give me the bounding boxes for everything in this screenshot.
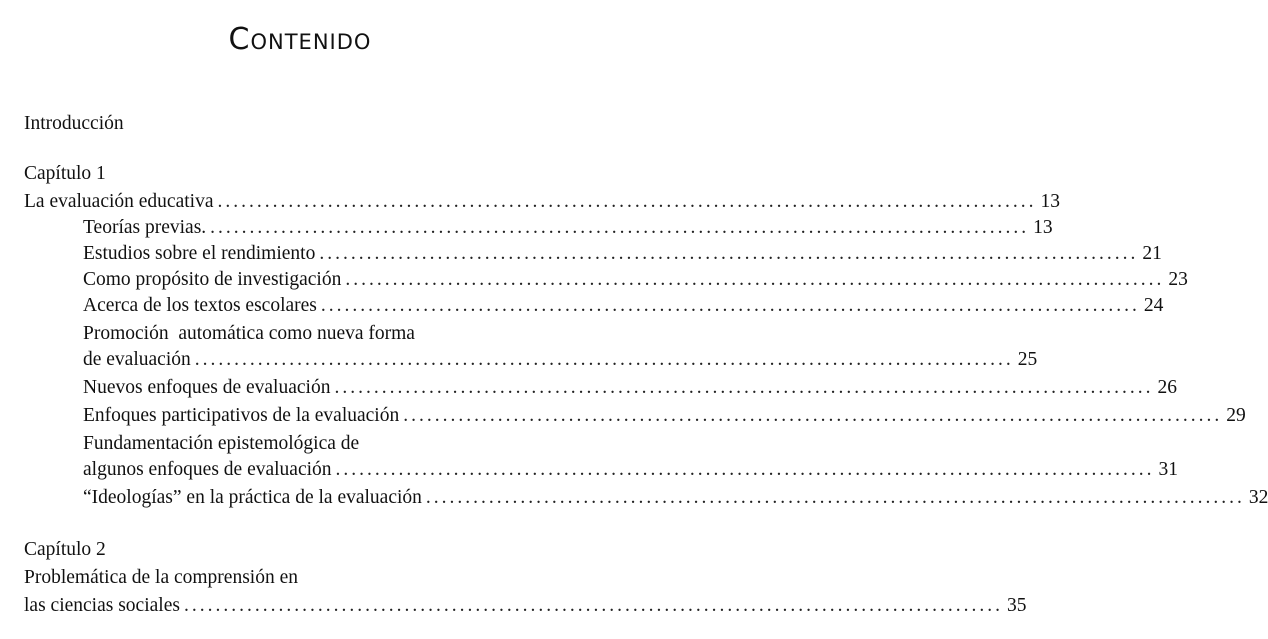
leader-dots: ........................................................................................................	[320, 295, 1140, 316]
toc-entry-title: Acerca de los textos escolares	[83, 295, 317, 316]
toc-entry-page: 23	[1168, 269, 1188, 290]
leader-dots: ........................................................................................................	[403, 405, 1223, 426]
toc-entry-title: La evaluación educativa	[24, 191, 214, 212]
toc-entry[interactable]	[83, 216, 1053, 240]
toc-entry[interactable]	[24, 594, 1027, 618]
chapter-1-label: Capítulo 1	[24, 163, 106, 184]
toc-entry[interactable]	[83, 404, 1246, 428]
leader-dots: ........................................................................................................	[335, 459, 1155, 480]
toc-entry[interactable]	[83, 458, 1179, 482]
toc-entry-page: 32	[1248, 487, 1268, 508]
toc-entry-page: 35	[1006, 595, 1027, 616]
leader-dots: ........................................................................................................	[210, 217, 1030, 238]
toc-entry-page: 13	[1040, 191, 1060, 212]
leader-dots: ........................................................................................................	[345, 269, 1165, 290]
toc-entry-title: “Ideologías” en la práctica de la evaluación	[83, 487, 422, 508]
leader-dots: ........................................................................................................	[183, 595, 1003, 616]
toc-entry[interactable]	[83, 376, 1177, 400]
toc-entry-title-line[interactable]: Promoción automática como nueva forma	[83, 323, 415, 344]
toc-entry[interactable]	[83, 242, 1162, 266]
toc-entry[interactable]	[83, 268, 1188, 292]
toc-entry-page: 31	[1158, 459, 1179, 480]
leader-dots: ........................................................................................................	[217, 191, 1037, 212]
toc-introduction[interactable]: Introducción	[24, 113, 124, 134]
toc-entry-page: 13	[1033, 217, 1053, 238]
toc-entry-title: las ciencias sociales	[24, 595, 180, 616]
toc-entry-title: Nuevos enfoques de evaluación	[83, 377, 331, 398]
toc-entry[interactable]	[83, 486, 1268, 510]
chapter-2-label: Capítulo 2	[24, 539, 106, 560]
toc-entry-page: 29	[1226, 405, 1246, 426]
toc-entry-title: algunos enfoques de evaluación	[83, 459, 332, 480]
leader-dots: ........................................................................................................	[334, 377, 1154, 398]
toc-entry-title-line[interactable]: Problemática de la comprensión en	[24, 567, 298, 588]
toc-entry-title: de evaluación	[83, 349, 191, 370]
toc-entry[interactable]	[24, 190, 1060, 214]
toc-entry-page: 26	[1157, 377, 1177, 398]
leader-dots: ........................................................................................................	[194, 349, 1014, 370]
toc-entry-title: Teorías previas.	[83, 217, 207, 238]
toc-entry-title-line[interactable]: Fundamentación epistemológica de	[83, 433, 360, 454]
toc-entry-page: 25	[1017, 349, 1038, 370]
toc-entry-title: Estudios sobre el rendimiento	[83, 243, 316, 264]
toc-entry-page: 24	[1143, 295, 1164, 316]
page-title: Contenido	[228, 22, 372, 57]
toc-entry-title: Como propósito de investigación	[83, 269, 342, 290]
toc-entry[interactable]	[83, 348, 1038, 372]
leader-dots: ........................................................................................................	[425, 487, 1245, 508]
toc-entry-title: Enfoques participativos de la evaluación	[83, 405, 400, 426]
toc-entry[interactable]	[83, 294, 1164, 318]
leader-dots: ........................................................................................................	[319, 243, 1139, 264]
toc-entry-page: 21	[1142, 243, 1162, 264]
